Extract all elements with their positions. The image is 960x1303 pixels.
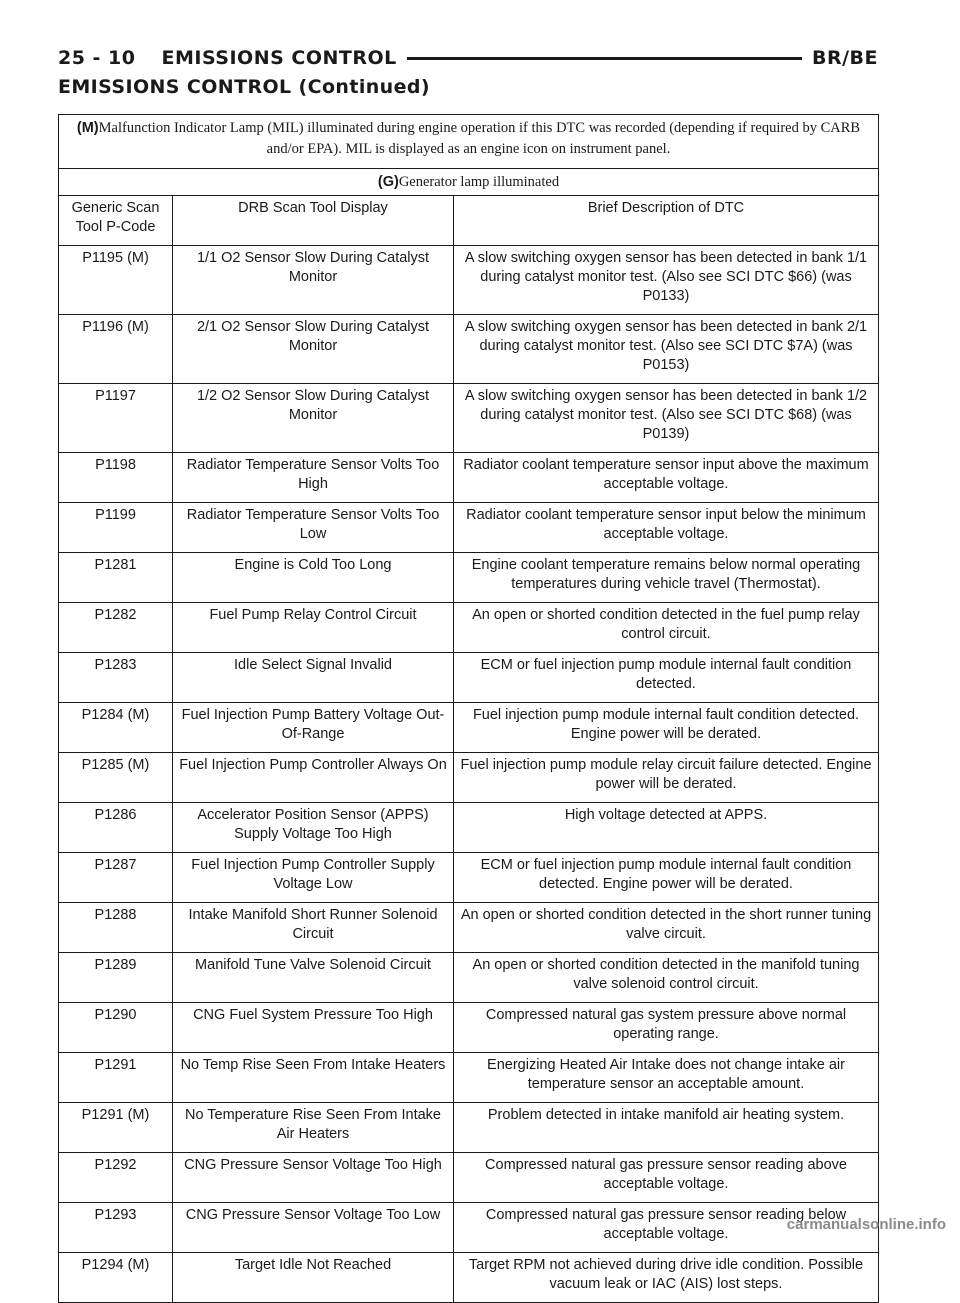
table-row [59,384,879,453]
table-row [59,553,879,603]
dtc-display-cell: Engine is Cold Too Long [173,553,454,603]
page-header [58,44,878,72]
table-row [59,1103,879,1153]
dtc-description-cell: Compressed natural gas system pressure above normal operating range. [454,1003,879,1053]
dtc-description-cell: An open or shorted condition detected in the short runner tuning valve circuit. [454,903,879,953]
dtc-display-cell: CNG Pressure Sensor Voltage Too High [173,1153,454,1203]
dtc-display-cell: Fuel Injection Pump Battery Voltage Out-Of-Range [173,703,454,753]
dtc-code-cell: P1291 [59,1053,173,1103]
dtc-code-cell: P1281 [59,553,173,603]
dtc-description-cell: Radiator coolant temperature sensor input above the maximum acceptable voltage. [454,453,879,503]
dtc-code-cell: P1283 [59,653,173,703]
dtc-description-cell: Engine coolant temperature remains below normal operating temperatures during vehicle travel (Thermostat). [454,553,879,603]
table-row [59,703,879,753]
dtc-description-cell: A slow switching oxygen sensor has been detected in bank 2/1 during catalyst monitor test. (Also see SCI DTC $7A) (was P0153) [454,315,879,384]
dtc-display-cell: No Temperature Rise Seen From Intake Air Heaters [173,1103,454,1153]
col-header-pcode: Generic Scan Tool P-Code [59,196,173,246]
dtc-code-cell: P1294 (M) [59,1253,173,1303]
table-row [59,1153,879,1203]
table-row [59,246,879,315]
dtc-display-cell: Intake Manifold Short Runner Solenoid Circuit [173,903,454,953]
dtc-description-cell: Fuel injection pump module relay circuit failure detected. Engine power will be derated. [454,753,879,803]
dtc-code-cell: P1282 [59,603,173,653]
note-row-g [59,169,879,196]
dtc-description-cell: A slow switching oxygen sensor has been detected in bank 1/2 during catalyst monitor test. (Also see SCI DTC $68) (was P0139) [454,384,879,453]
table-row [59,853,879,903]
col-header-description: Brief Description of DTC [454,196,879,246]
table-row [59,753,879,803]
dtc-display-cell: Fuel Pump Relay Control Circuit [173,603,454,653]
page-number: 25 - 10 [58,47,136,69]
dtc-description-cell: Problem detected in intake manifold air heating system. [454,1103,879,1153]
dtc-description-cell: Compressed natural gas pressure sensor reading above acceptable voltage. [454,1153,879,1203]
dtc-description-cell: An open or shorted condition detected in the manifold tuning valve solenoid control circuit. [454,953,879,1003]
dtc-display-cell: 1/2 O2 Sensor Slow During Catalyst Monitor [173,384,454,453]
dtc-description-cell: Energizing Heated Air Intake does not change intake air temperature sensor an acceptable amount. [454,1053,879,1103]
dtc-description-cell: ECM or fuel injection pump module internal fault condition detected. [454,653,879,703]
generator-note [59,169,879,196]
dtc-code-cell: P1196 (M) [59,315,173,384]
dtc-description-cell: An open or shorted condition detected in the fuel pump relay control circuit. [454,603,879,653]
dtc-code-cell: P1284 (M) [59,703,173,753]
table-row [59,803,879,853]
note-row-m [59,115,879,169]
page-title: EMISSIONS CONTROL (Continued) [58,76,430,98]
dtc-display-cell: Fuel Injection Pump Controller Always On [173,753,454,803]
dtc-description-cell: A slow switching oxygen sensor has been detected in bank 1/1 during catalyst monitor test. (Also see SCI DTC $66) (was P0133) [454,246,879,315]
dtc-code-cell: P1288 [59,903,173,953]
dtc-code-cell: P1291 (M) [59,1103,173,1153]
dtc-table [58,114,879,1303]
table-row [59,315,879,384]
dtc-code-cell: P1195 (M) [59,246,173,315]
table-row [59,1053,879,1103]
dtc-code-cell: P1292 [59,1153,173,1203]
dtc-code-cell: P1290 [59,1003,173,1053]
dtc-display-cell: Target Idle Not Reached [173,1253,454,1303]
mil-code: (M) [76,120,99,136]
dtc-code-cell: P1286 [59,803,173,853]
dtc-description-cell: Compressed natural gas pressure sensor reading below acceptable voltage. [454,1203,879,1253]
table-row [59,503,879,553]
dtc-description-cell: Fuel injection pump module internal fault condition detected. Engine power will be derated. [454,703,879,753]
dtc-description-cell: Radiator coolant temperature sensor input below the minimum acceptable voltage. [454,503,879,553]
dtc-display-cell: 2/1 O2 Sensor Slow During Catalyst Monitor [173,315,454,384]
dtc-description-cell: High voltage detected at APPS. [454,803,879,853]
dtc-code-cell: P1285 (M) [59,753,173,803]
mil-note [59,115,879,169]
table-row [59,603,879,653]
table-row [59,1003,879,1053]
dtc-display-cell: CNG Pressure Sensor Voltage Too Low [173,1203,454,1253]
dtc-code-cell: P1287 [59,853,173,903]
generator-text: Generator lamp illuminated [398,174,560,190]
dtc-description-cell: ECM or fuel injection pump module internal fault condition detected. Engine power will be derated. [454,853,879,903]
table-row [59,653,879,703]
dtc-display-cell: Manifold Tune Valve Solenoid Circuit [173,953,454,1003]
generator-code: (G) [377,174,399,190]
header-rule [407,57,802,60]
dtc-code-cell: P1198 [59,453,173,503]
table-row [59,1203,879,1253]
dtc-display-cell: 1/1 O2 Sensor Slow During Catalyst Monitor [173,246,454,315]
dtc-display-cell: Fuel Injection Pump Controller Supply Voltage Low [173,853,454,903]
dtc-display-cell: CNG Fuel System Pressure Too High [173,1003,454,1053]
watermark: carmanualsonline.info [786,1216,946,1233]
dtc-code-cell: P1289 [59,953,173,1003]
dtc-code-cell: P1199 [59,503,173,553]
dtc-code-cell: P1293 [59,1203,173,1253]
model-code: BR/BE [811,47,878,69]
col-header-display: DRB Scan Tool Display [173,196,454,246]
table-row [59,1253,879,1303]
dtc-display-cell: Idle Select Signal Invalid [173,653,454,703]
header-row [59,196,879,246]
dtc-display-cell: Accelerator Position Sensor (APPS) Supply Voltage Too High [173,803,454,853]
table-row [59,953,879,1003]
mil-text: Malfunction Indicator Lamp (MIL) illuminated during engine operation if this DTC was recorded (depending if required by CARB and/or EPA). MIL is displayed as an engine icon on instrument panel. [98,120,861,157]
dtc-display-cell: Radiator Temperature Sensor Volts Too Low [173,503,454,553]
dtc-code-cell: P1197 [59,384,173,453]
table-row [59,903,879,953]
table-row [59,453,879,503]
dtc-description-cell: Target RPM not achieved during drive idle condition. Possible vacuum leak or IAC (AIS) lost steps. [454,1253,879,1303]
dtc-display-cell: Radiator Temperature Sensor Volts Too High [173,453,454,503]
dtc-display-cell: No Temp Rise Seen From Intake Heaters [173,1053,454,1103]
section-name: EMISSIONS CONTROL [161,47,397,69]
